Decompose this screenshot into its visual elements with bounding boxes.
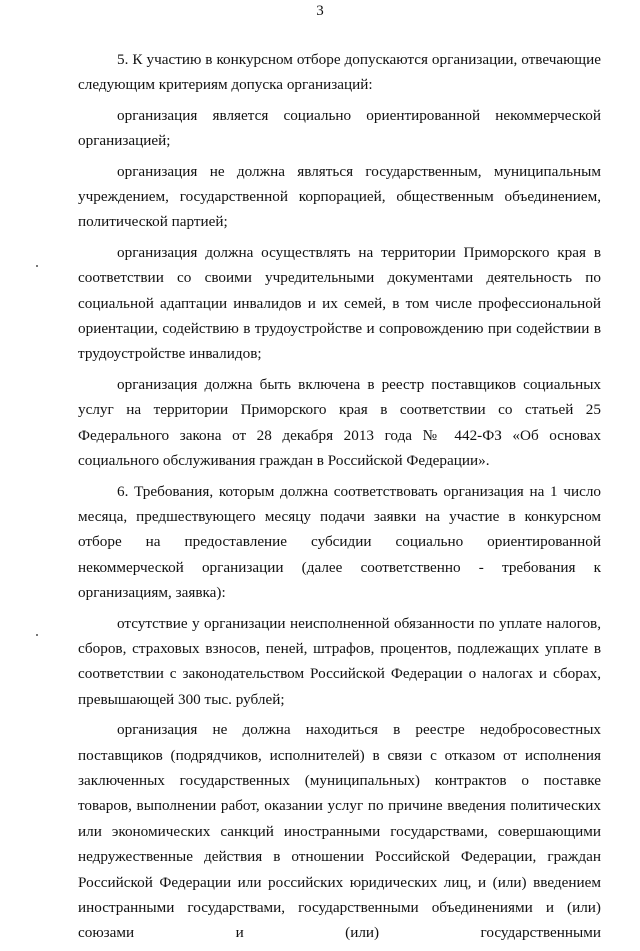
document-body xyxy=(78,47,601,951)
paragraph-criterion-registry: организация должна быть включена в реестр поставщиков социальных услуг на территории Приморского края в соответствии со статьей 25 Федерального закона от 28 декабря 2013 года № 442-ФЗ «Об основах социального обслуживания граждан в Российской Федерации». xyxy=(78,375,601,470)
paragraph-item-5: 5. К участию в конкурсном отборе допускаются организации, отвечающие следующим критериям допуска организаций: xyxy=(78,51,601,94)
paragraph-item-6: 6. Требования, которым должна соответствовать организация на 1 число месяца, предшествующего месяцу подачи заявки на участие в конкурсном отборе на предоставление субсидии социально ориентированной некоммерческой организации (далее соответственно - требования к организациям, заявка): xyxy=(78,482,601,602)
paragraph-criterion-not-state: организация не должна являться государственным, муниципальным учреждением, государственной корпорацией, общественным объединением, политической партией; xyxy=(78,162,601,231)
page-number: 3 xyxy=(316,3,324,19)
paragraph-criterion-activity: организация должна осуществлять на территории Приморского края в соответствии со своими учредительными документами деятельность по социальной адаптации инвалидов и их семей, в том числе профессиональной ориентации, содействию в трудоустройстве и сопровождению при содействии в трудоустройстве инвалидов; xyxy=(78,243,601,363)
paragraph-criterion-sonko: организация является социально ориентированной некоммерческой организацией; xyxy=(78,106,601,150)
paragraph-requirement-not-in-registry: организация не должна находиться в реестре недобросовестных поставщиков (подрядчиков, исполнителей) в связи с отказом от исполнения заключенных государственных (муниципальных) контрактов о поставке товаров, выполнении работ, оказании услуг по причине введения политических или экономических санкций иностранными государствами, совершающими недружественные действия в отношении Российской Федерации, граждан Российской Федерации или российских юридических лиц, и (или) введением иностранными государствами, государственными объединениями и (или) союзами и (или) государственными xyxy=(78,721,601,942)
margin-mark xyxy=(36,634,38,636)
margin-mark xyxy=(36,265,38,267)
paragraph-requirement-no-debt: отсутствие у организации неисполненной обязанности по уплате налогов, сборов, страховых взносов, пеней, штрафов, процентов, подлежащих уплате в соответствии с законодательством Российской Федерации о налогах и сборах, превышающей 300 тыс. рублей; xyxy=(78,614,601,708)
